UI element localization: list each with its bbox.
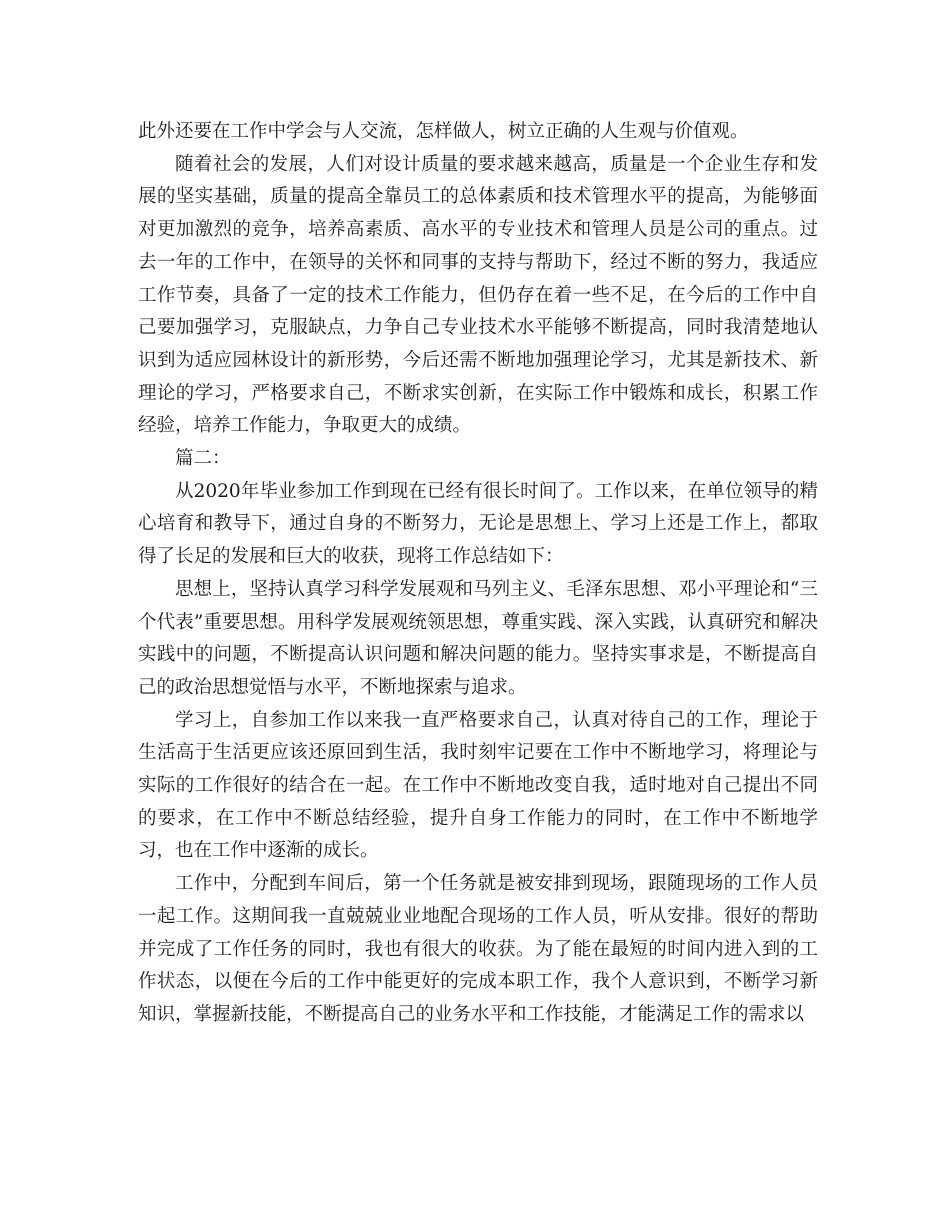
paragraph-study: 学习上，自参加工作以来我一直严格要求自己，认真对待自己的工作，理论于生活高于生活更应该还原回到生活，我时刻牢记要在工作中不断地学习，将理论与实际的工作很好的结合在一起。在工作中不断地改变自我，适时地对自己提出不同的要求，在工作中不断总结经验，提升自身工作能力的同时，在工作中不断地学习，也在工作中逐渐的成长。 (138, 709, 818, 862)
section-heading-part-two: 篇二： (175, 448, 231, 470)
paragraph-ideology: 思想上，坚持认真学习科学发展观和马列主义、毛泽东思想、邓小平理论和“三个代表”重要思想。用科学发展观统领思想，尊重实践、深入实践，认真研究和解决实践中的问题，不断提高认识问题和解决问题的能力。坚持实事求是，不断提高自己的政治思想觉悟与水平，不断地探索与追求。 (138, 578, 818, 698)
document-body (138, 116, 818, 1032)
paragraph-continuation: 此外还要在工作中学会与人交流，怎样做人，树立正确的人生观与价值观。 (138, 121, 749, 142)
paragraph-work: 工作中，分配到车间后，第一个任务就是被安排到现场，跟随现场的工作人员一起工作。这期间我一直兢兢业业地配合现场的工作人员，听从安排。很好的帮助并完成了工作任务的同时，我也有很大的收获。为了能在最短的时间内进入到的工作状态，以便在今后的工作中能更好的完成本职工作，我个人意识到，不断学习新知识，掌握新技能，不断提高自己的业务水平和工作技能，才能满足工作的需求以 (138, 873, 818, 1025)
paragraph-design-quality: 随着社会的发展，人们对设计质量的要求越来越高，质量是一个企业生存和发展的坚实基础，质量的提高全靠员工的总体素质和技术管理水平的提高，为能够面对更加激烈的竞争，培养高素质、高水平的专业技术和管理人员是公司的重点。过去一年的工作中，在领导的关怀和同事的支持与帮助下，经过不断的努力，我适应工作节奏，具备了一定的技术工作能力，但仍存在着一些不足，在今后的工作中自己要加强学习，克服缺点，力争自己专业技术水平能够不断提高，同时我清楚地认识到为适应园林设计的新形势，今后还需不断地加强理论学习，尤其是新技术、新理论的学习，严格要求自己，不断求实创新，在实际工作中锻炼和成长，积累工作经验，培养工作能力，争取更大的成绩。 (138, 153, 818, 437)
paragraph-introduction: 从2020年毕业参加工作到现在已经有很长时间了。工作以来，在单位领导的精心培育和教导下，通过自身的不断努力，无论是思想上、学习上还是工作上，都取得了长足的发展和巨大的收获，现将工作总结如下： (138, 480, 818, 568)
